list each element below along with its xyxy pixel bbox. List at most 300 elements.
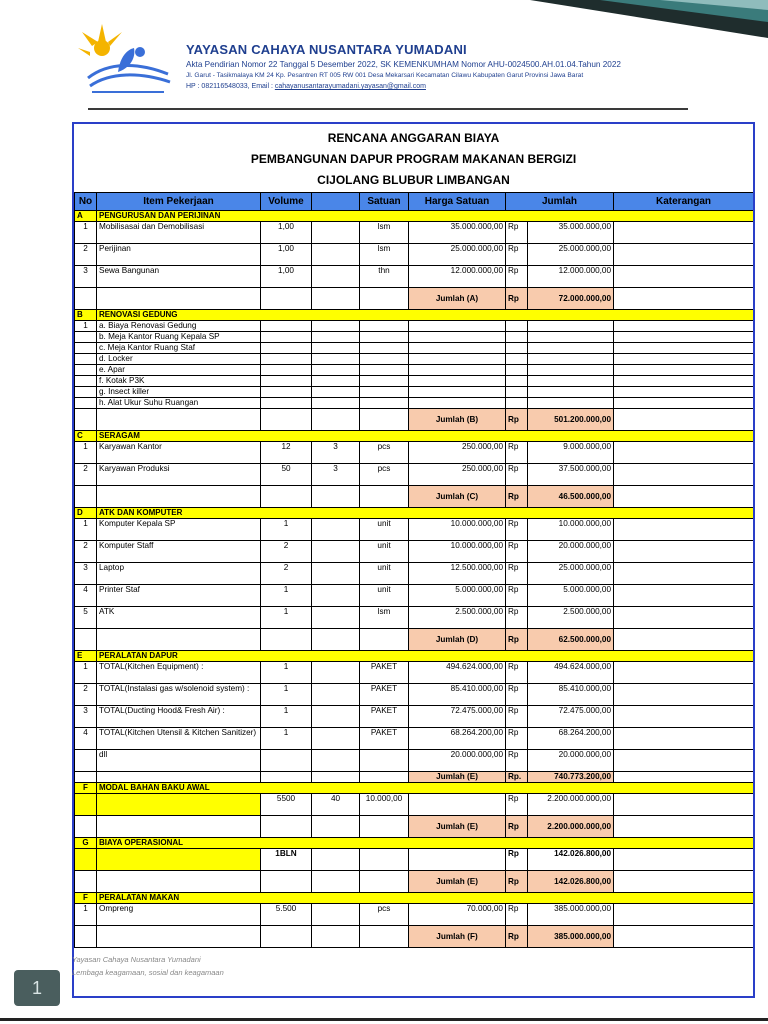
total-spacer <box>261 926 312 948</box>
table-row <box>75 222 754 244</box>
row-no: 2 <box>75 244 97 266</box>
total-row-f <box>75 816 754 838</box>
section-code: D <box>75 508 97 519</box>
row-item: Perijinan <box>97 244 261 266</box>
total-spacer <box>312 871 360 893</box>
cell <box>528 321 614 332</box>
row-note <box>614 442 754 464</box>
cell <box>506 343 528 354</box>
total-row-g <box>75 871 754 893</box>
row-item: TOTAL(Ducting Hood& Fresh Air) : <box>97 706 261 728</box>
table-row <box>75 387 754 398</box>
row-volume-2 <box>312 541 360 563</box>
total-spacer <box>360 871 409 893</box>
total-amount: 142.026.800,00 <box>528 871 614 893</box>
row-volume <box>261 750 312 772</box>
row-volume: 1 <box>261 662 312 684</box>
document-title <box>74 124 753 191</box>
cell <box>75 332 97 343</box>
cell <box>409 321 506 332</box>
col-volume-2 <box>312 193 360 211</box>
cell <box>528 343 614 354</box>
row-amount: 494.624.000,00 <box>528 662 614 684</box>
cell <box>614 398 754 409</box>
total-row-d <box>75 629 754 651</box>
row-amount: 72.475.000,00 <box>528 706 614 728</box>
total-label: Jumlah (E) <box>409 772 506 783</box>
row-unit: PAKET <box>360 728 409 750</box>
row-currency: Rp <box>506 541 528 563</box>
total-currency: Rp. <box>506 772 528 783</box>
total-currency: Rp <box>506 816 528 838</box>
section-title: ATK DAN KOMPUTER <box>97 508 754 519</box>
total-spacer <box>360 629 409 651</box>
row-no: 3 <box>75 706 97 728</box>
row-no: 1 <box>75 662 97 684</box>
total-spacer <box>97 871 261 893</box>
total-row-c <box>75 486 754 508</box>
cell <box>261 387 312 398</box>
cell <box>409 332 506 343</box>
total-spacer <box>261 772 312 783</box>
table-row <box>75 662 754 684</box>
total-amount: 62.500.000,00 <box>528 629 614 651</box>
row-price: 35.000.000,00 <box>409 222 506 244</box>
cell <box>614 354 754 365</box>
section-code: B <box>75 310 97 321</box>
total-spacer <box>614 772 754 783</box>
cell <box>614 376 754 387</box>
table-row <box>75 376 754 387</box>
row-note <box>614 728 754 750</box>
cell <box>409 343 506 354</box>
row-volume: 2 <box>261 563 312 585</box>
row-currency: Rp <box>506 222 528 244</box>
row-no: 1 <box>75 222 97 244</box>
row-price: 250.000,00 <box>409 442 506 464</box>
footer-divider <box>0 1018 768 1021</box>
row-currency: Rp <box>506 244 528 266</box>
row-currency: Rp <box>506 706 528 728</box>
row-volume-2: 40 <box>312 794 360 816</box>
row-currency: Rp <box>506 750 528 772</box>
total-spacer <box>360 288 409 310</box>
total-spacer <box>97 629 261 651</box>
total-spacer <box>97 409 261 431</box>
cell <box>312 849 360 871</box>
budget-document <box>72 122 755 998</box>
row-item <box>97 849 261 871</box>
cell <box>360 354 409 365</box>
row-volume: 5500 <box>261 794 312 816</box>
row-volume-2 <box>312 222 360 244</box>
row-currency: Rp <box>506 794 528 816</box>
total-spacer <box>261 871 312 893</box>
cell <box>75 398 97 409</box>
cell <box>312 387 360 398</box>
row-volume-2: 3 <box>312 464 360 486</box>
row-volume-2 <box>312 904 360 926</box>
row-price: 250.000,00 <box>409 464 506 486</box>
budget-table <box>74 192 754 948</box>
section-row-a <box>75 211 754 222</box>
cell <box>360 365 409 376</box>
row-item: TOTAL(Kitchen Equipment) : <box>97 662 261 684</box>
cell <box>261 321 312 332</box>
row-no: 3 <box>75 266 97 288</box>
row-volume-2: 3 <box>312 442 360 464</box>
row-volume: 1 <box>261 585 312 607</box>
total-spacer <box>614 409 754 431</box>
org-phone: HP : 082116548033, Email : <box>186 83 275 90</box>
row-no: 3 <box>75 563 97 585</box>
cell <box>312 321 360 332</box>
col-item: Item Pekerjaan <box>97 193 261 211</box>
org-contact-line <box>186 83 426 90</box>
row-no: 1 <box>75 321 97 332</box>
table-row <box>75 442 754 464</box>
total-spacer <box>614 871 754 893</box>
cell <box>261 354 312 365</box>
table-row <box>75 519 754 541</box>
row-volume-2 <box>312 750 360 772</box>
total-amount: 72.000.000,00 <box>528 288 614 310</box>
row-volume-2 <box>312 266 360 288</box>
watermark-text <box>72 953 224 979</box>
row-amount: 20.000.000,00 <box>528 541 614 563</box>
row-note <box>614 849 754 871</box>
total-spacer <box>75 629 97 651</box>
row-note <box>614 563 754 585</box>
total-row-a <box>75 288 754 310</box>
total-spacer <box>360 772 409 783</box>
cell <box>312 332 360 343</box>
row-volume: 5.500 <box>261 904 312 926</box>
total-row-e <box>75 772 754 783</box>
total-spacer <box>614 926 754 948</box>
total-row-h <box>75 926 754 948</box>
watermark-line-2: Lembaga keagamaan, sosial dan keagamaan <box>72 968 224 977</box>
row-item <box>97 794 261 816</box>
row-price: 2.500.000,00 <box>409 607 506 629</box>
row-price: 10.000.000,00 <box>409 541 506 563</box>
total-currency: Rp <box>506 486 528 508</box>
row-item: Ompreng <box>97 904 261 926</box>
row-item: TOTAL(Instalasi gas w/solenoid system) : <box>97 684 261 706</box>
section-title: MODAL BAHAN BAKU AWAL <box>97 783 754 794</box>
row-price: 12.500.000,00 <box>409 563 506 585</box>
section-code: C <box>75 431 97 442</box>
total-spacer <box>97 772 261 783</box>
row-no: 1 <box>75 442 97 464</box>
row-volume: 1 <box>261 706 312 728</box>
row-currency: Rp <box>506 684 528 706</box>
table-row <box>75 321 754 332</box>
cell <box>360 376 409 387</box>
cell <box>506 398 528 409</box>
cell <box>75 354 97 365</box>
cell <box>409 398 506 409</box>
row-amount: 35.000.000,00 <box>528 222 614 244</box>
total-amount: 46.500.000,00 <box>528 486 614 508</box>
total-spacer <box>75 409 97 431</box>
total-currency: Rp <box>506 288 528 310</box>
row-item: f. Kotak P3K <box>97 376 261 387</box>
row-item: dll <box>97 750 261 772</box>
row-currency: Rp <box>506 519 528 541</box>
row-note <box>614 519 754 541</box>
org-email-link[interactable]: cahayanusantarayumadani.yayasan@gmail.com <box>274 83 426 90</box>
row-note <box>614 244 754 266</box>
row-item: b. Meja Kantor Ruang Kepala SP <box>97 332 261 343</box>
cell <box>409 376 506 387</box>
cell <box>506 354 528 365</box>
cell <box>261 376 312 387</box>
table-row <box>75 750 754 772</box>
row-item: ATK <box>97 607 261 629</box>
row-item: e. Apar <box>97 365 261 376</box>
row-volume: 12 <box>261 442 312 464</box>
cell <box>360 849 409 871</box>
row-unit: lsm <box>360 244 409 266</box>
row-item: Laptop <box>97 563 261 585</box>
row-volume: 50 <box>261 464 312 486</box>
total-spacer <box>312 288 360 310</box>
cell <box>261 332 312 343</box>
row-no <box>75 750 97 772</box>
foundation-logo <box>78 22 174 100</box>
total-spacer <box>97 288 261 310</box>
section-title: SERAGAM <box>97 431 754 442</box>
cell <box>360 321 409 332</box>
row-volume-2 <box>312 244 360 266</box>
cell <box>506 321 528 332</box>
row-currency: Rp <box>506 728 528 750</box>
row-note <box>614 607 754 629</box>
section-title: PERALATAN DAPUR <box>97 651 754 662</box>
watermark-line-1: Yayasan Cahaya Nusantara Yumadani <box>72 955 201 964</box>
row-volume: 1,00 <box>261 266 312 288</box>
total-currency: Rp <box>506 409 528 431</box>
title-line-2: PEMBANGUNAN DAPUR PROGRAM MAKANAN BERGIZI <box>250 152 577 166</box>
cell <box>528 332 614 343</box>
cell <box>409 387 506 398</box>
row-unit: unit <box>360 563 409 585</box>
table-row <box>75 904 754 926</box>
total-spacer <box>614 486 754 508</box>
row-no: 4 <box>75 585 97 607</box>
cell <box>409 849 506 871</box>
row-currency: Rp <box>506 464 528 486</box>
row-no: 2 <box>75 464 97 486</box>
row-price: 20.000.000,00 <box>409 750 506 772</box>
row-amount: 2.200.000.000,00 <box>528 794 614 816</box>
table-row <box>75 266 754 288</box>
row-note <box>614 464 754 486</box>
section-code: F <box>75 893 97 904</box>
total-spacer <box>312 629 360 651</box>
cell <box>75 849 97 871</box>
cell <box>506 332 528 343</box>
row-item: Karyawan Produksi <box>97 464 261 486</box>
row-item: TOTAL(Kitchen Utensil & Kitchen Sanitizer) <box>97 728 261 750</box>
row-amount: 85.410.000,00 <box>528 684 614 706</box>
row-unit: 10.000,00 <box>360 794 409 816</box>
table-header-row <box>75 193 754 211</box>
cell <box>75 794 97 816</box>
row-volume-2 <box>312 662 360 684</box>
row-currency: Rp <box>506 266 528 288</box>
row-price: 5.000.000,00 <box>409 585 506 607</box>
page-number-badge[interactable]: 1 <box>14 970 60 1006</box>
col-keterangan: Katerangan <box>614 193 754 211</box>
section-title: RENOVASI GEDUNG <box>97 310 754 321</box>
row-amount: 2.500.000,00 <box>528 607 614 629</box>
table-row <box>75 398 754 409</box>
cell <box>528 376 614 387</box>
row-price: 10.000.000,00 <box>409 519 506 541</box>
table-row <box>75 365 754 376</box>
row-unit: PAKET <box>360 706 409 728</box>
row-amount: 25.000.000,00 <box>528 563 614 585</box>
total-spacer <box>261 816 312 838</box>
row-volume: 1 <box>261 684 312 706</box>
row-note <box>614 794 754 816</box>
row-amount: 20.000.000,00 <box>528 750 614 772</box>
total-label: Jumlah (C) <box>409 486 506 508</box>
row-amount: 37.500.000,00 <box>528 464 614 486</box>
row-item: Komputer Staff <box>97 541 261 563</box>
row-no: 4 <box>75 728 97 750</box>
total-label: Jumlah (E) <box>409 871 506 893</box>
row-volume-2 <box>312 728 360 750</box>
total-spacer <box>312 486 360 508</box>
total-currency: Rp <box>506 871 528 893</box>
cell <box>528 354 614 365</box>
total-spacer <box>614 288 754 310</box>
cell <box>360 332 409 343</box>
total-spacer <box>75 486 97 508</box>
row-item: h. Alat Ukur Suhu Ruangan <box>97 398 261 409</box>
total-spacer <box>75 772 97 783</box>
row-currency: Rp <box>506 904 528 926</box>
table-row <box>75 563 754 585</box>
row-item: d. Locker <box>97 354 261 365</box>
section-row-h <box>75 893 754 904</box>
section-row-d <box>75 508 754 519</box>
row-unit: PAKET <box>360 662 409 684</box>
total-spacer <box>97 926 261 948</box>
cell <box>506 387 528 398</box>
row-no: 1 <box>75 904 97 926</box>
cell <box>409 365 506 376</box>
total-spacer <box>614 629 754 651</box>
row-amount: 5.000.000,00 <box>528 585 614 607</box>
row-price: 494.624.000,00 <box>409 662 506 684</box>
row-price: 70.000,00 <box>409 904 506 926</box>
row-amount: 385.000.000,00 <box>528 904 614 926</box>
table-row <box>75 354 754 365</box>
section-row-b <box>75 310 754 321</box>
table-row <box>75 541 754 563</box>
row-note <box>614 662 754 684</box>
col-volume: Volume <box>261 193 312 211</box>
total-spacer <box>312 926 360 948</box>
total-label: Jumlah (F) <box>409 926 506 948</box>
row-amount: 68.264.200,00 <box>528 728 614 750</box>
row-note <box>614 222 754 244</box>
row-unit: unit <box>360 541 409 563</box>
table-row <box>75 706 754 728</box>
row-volume-2 <box>312 519 360 541</box>
row-item: Komputer Kepala SP <box>97 519 261 541</box>
section-title: PENGURUSAN DAN PERIJINAN <box>97 211 754 222</box>
cell <box>360 398 409 409</box>
total-amount: 2.200.000.000,00 <box>528 816 614 838</box>
row-unit: lsm <box>360 222 409 244</box>
org-legal-line: Akta Pendirian Nomor 22 Tanggal 5 Desember 2022, SK KEMENKUMHAM Nomor AHU-0024500.AH.01.04.Tahun 2022 <box>186 60 621 69</box>
row-price: 68.264.200,00 <box>409 728 506 750</box>
row-unit: unit <box>360 585 409 607</box>
row-currency: Rp <box>506 849 528 871</box>
header-divider <box>88 108 688 110</box>
total-amount: 385.000.000,00 <box>528 926 614 948</box>
org-address-line: Jl. Garut - Tasikmalaya KM 24 Kp. Pesantren RT 005 RW 001 Desa Mekarsari Kecamatan Cilawu Kabupaten Garut Provinsi Jawa Barat <box>186 72 584 79</box>
cell <box>528 387 614 398</box>
section-row-f <box>75 783 754 794</box>
cell <box>614 343 754 354</box>
cell <box>75 365 97 376</box>
row-amount: 12.000.000,00 <box>528 266 614 288</box>
col-jumlah: Jumlah <box>506 193 614 211</box>
table-row <box>75 684 754 706</box>
table-row <box>75 794 754 816</box>
row-unit: pcs <box>360 464 409 486</box>
row-volume: 1,00 <box>261 244 312 266</box>
total-spacer <box>75 288 97 310</box>
total-label: Jumlah (B) <box>409 409 506 431</box>
row-amount: 25.000.000,00 <box>528 244 614 266</box>
total-spacer <box>312 409 360 431</box>
total-currency: Rp <box>506 926 528 948</box>
total-spacer <box>360 409 409 431</box>
cell <box>312 376 360 387</box>
row-note <box>614 706 754 728</box>
cell <box>261 365 312 376</box>
row-note <box>614 904 754 926</box>
row-unit: lsm <box>360 607 409 629</box>
cell <box>506 365 528 376</box>
total-spacer <box>75 926 97 948</box>
section-row-c <box>75 431 754 442</box>
section-row-e <box>75 651 754 662</box>
total-amount: 740.773.200,00 <box>528 772 614 783</box>
total-spacer <box>261 288 312 310</box>
total-label: Jumlah (D) <box>409 629 506 651</box>
cell <box>360 343 409 354</box>
total-spacer <box>75 871 97 893</box>
table-row <box>75 849 754 871</box>
total-spacer <box>312 772 360 783</box>
table-row <box>75 464 754 486</box>
row-price: 72.475.000,00 <box>409 706 506 728</box>
total-spacer <box>360 486 409 508</box>
cell <box>75 343 97 354</box>
row-item: c. Meja Kantor Ruang Staf <box>97 343 261 354</box>
total-spacer <box>97 816 261 838</box>
row-currency: Rp <box>506 585 528 607</box>
row-currency: Rp <box>506 563 528 585</box>
